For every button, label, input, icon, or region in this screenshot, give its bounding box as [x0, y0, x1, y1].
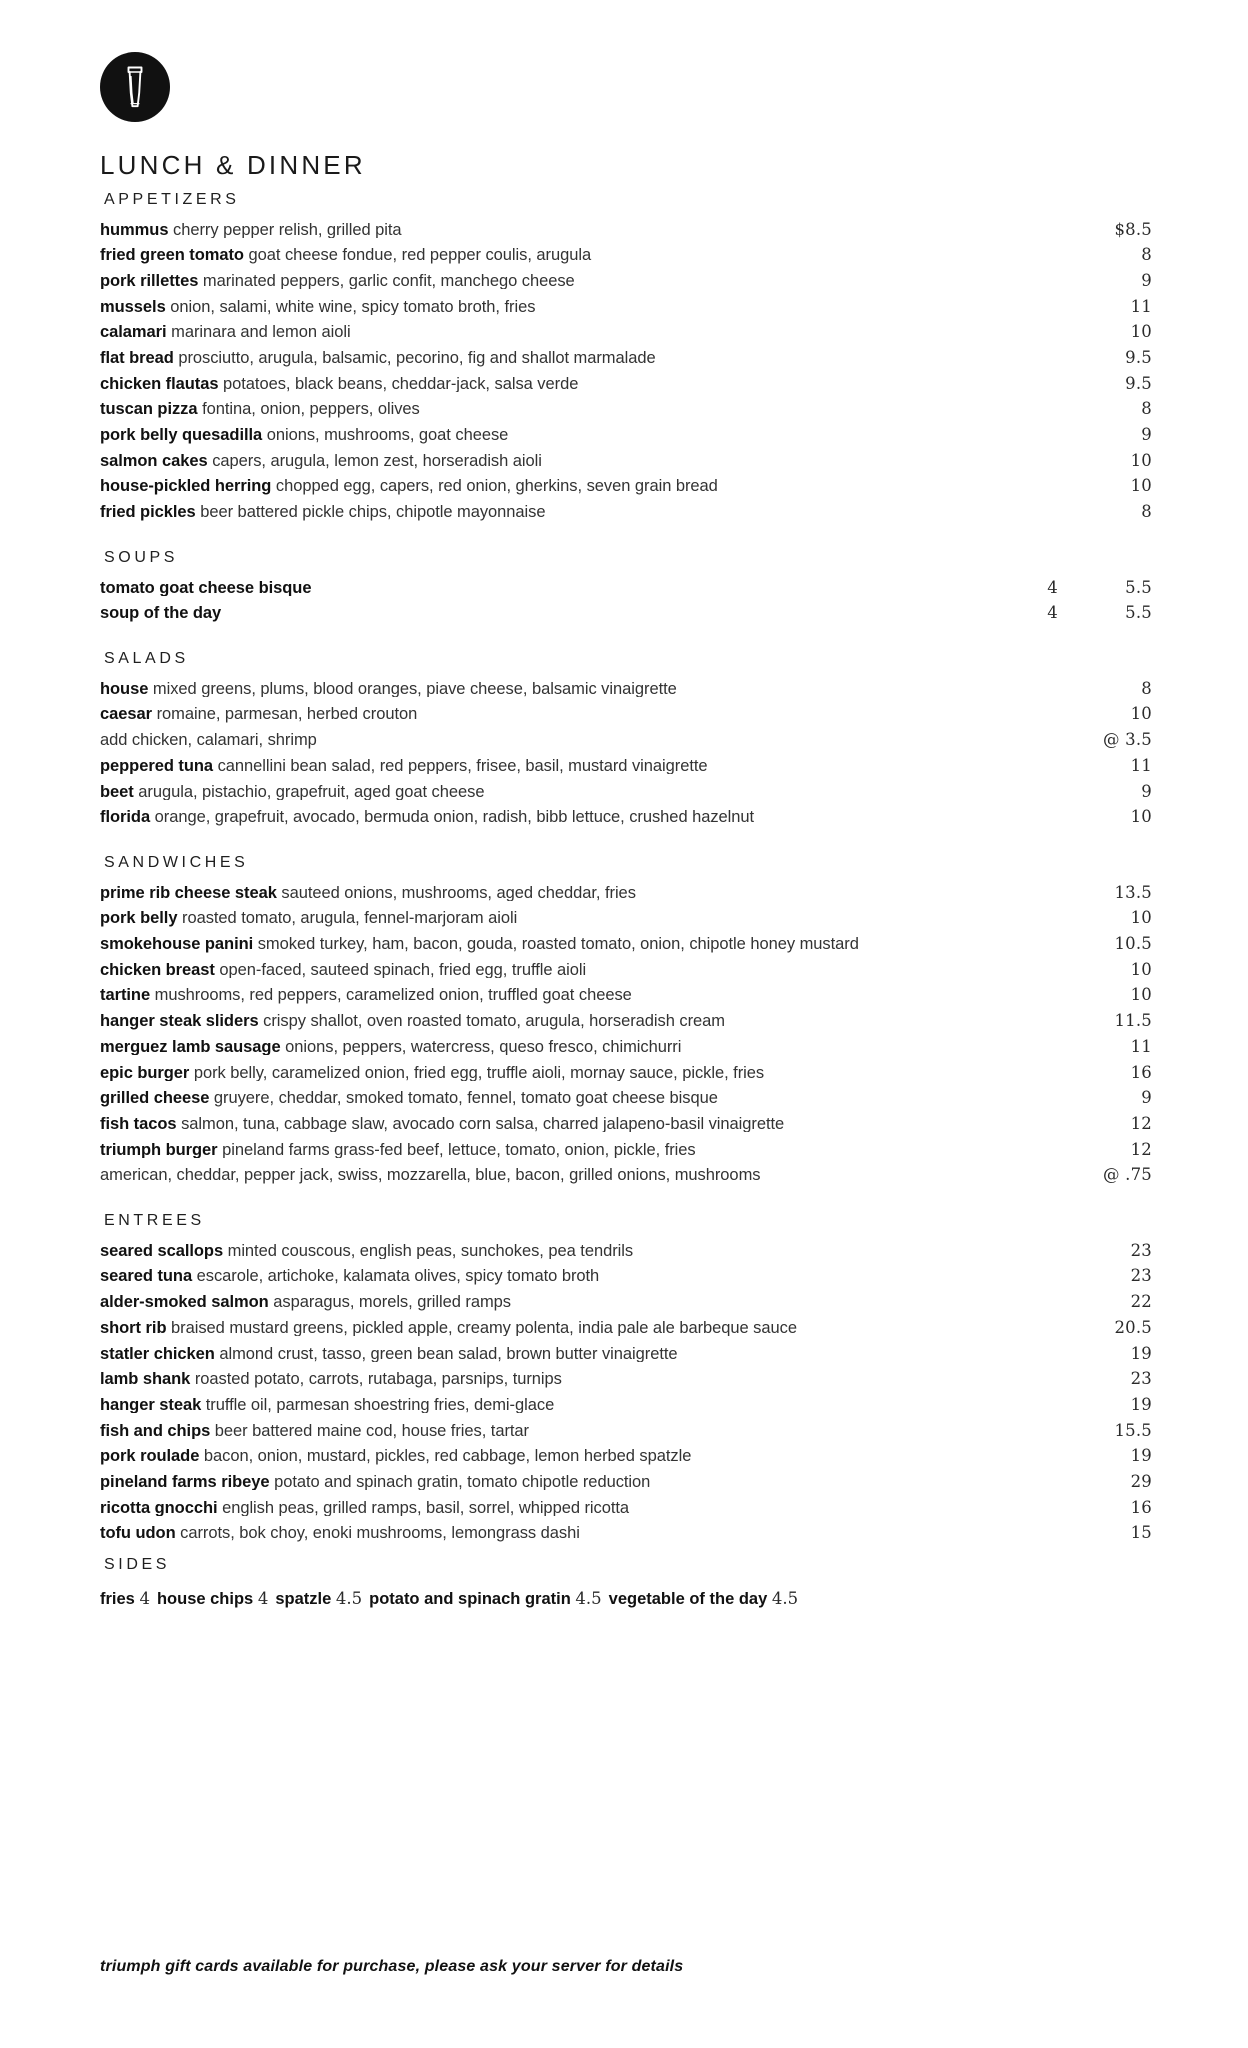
menu-item-price: @ 3.5 — [1103, 730, 1152, 750]
menu-item-row — [100, 1341, 1152, 1367]
menu-item-price-cup: 4 — [1047, 577, 1058, 597]
menu-item-price: 10 — [1130, 476, 1152, 496]
menu-item-price: 5.5 — [1125, 603, 1152, 623]
menu-item-text — [100, 453, 1058, 470]
section-sandwiches — [100, 844, 1152, 1188]
menu-item-text — [100, 478, 1058, 495]
menu-item-text — [100, 1371, 1058, 1388]
menu-item-text — [100, 324, 1058, 341]
menu-item-name: peppered tuna — [100, 757, 214, 775]
beer-glass-icon — [100, 52, 170, 122]
menu-item-price: 8 — [1141, 245, 1152, 265]
menu-item-description: add chicken, calamari, shrimp — [100, 732, 317, 749]
menu-item-description: prosciutto, arugula, balsamic, pecorino, fig and shallot marmalade — [178, 350, 656, 367]
menu-item-name: florida — [100, 809, 151, 826]
menu-item-text — [100, 580, 992, 597]
menu-item-price: 10 — [1130, 908, 1152, 928]
menu-item-price: 19 — [1130, 1343, 1152, 1363]
menu-item-description: romaine, parmesan, herbed crouton — [156, 706, 418, 723]
menu-item-text — [100, 273, 1058, 290]
side-item-name: potato and spinach gratin — [369, 1590, 571, 1609]
menu-item-text — [100, 1116, 1058, 1133]
menu-item-text — [100, 1039, 1058, 1056]
menu-item-price: 12 — [1130, 1113, 1152, 1133]
menu-item-price: 29 — [1130, 1471, 1152, 1491]
menu-item-text — [100, 401, 1058, 418]
menu-item-price: 10 — [1130, 450, 1152, 470]
menu-item-row — [100, 1367, 1152, 1393]
side-item-name: vegetable of the day — [608, 1590, 768, 1609]
menu-item-text — [100, 809, 1058, 826]
menu-item-row — [100, 1495, 1152, 1521]
menu-item-name: soup of the day — [100, 605, 222, 622]
menu-item-text — [100, 1065, 1058, 1082]
menu-item-description: mushrooms, red peppers, caramelized onion, truffled goat cheese — [154, 987, 632, 1004]
menu-item-price: 9 — [1141, 425, 1152, 445]
menu-item-row — [100, 1137, 1152, 1163]
menu-item-price: 9 — [1141, 270, 1152, 290]
menu-item-name: pineland farms ribeye — [100, 1473, 270, 1491]
menu-item-price: 23 — [1130, 1240, 1152, 1260]
menu-item-name: caesar — [100, 706, 153, 723]
section-appetizers — [100, 181, 1152, 525]
menu-item-row — [100, 906, 1152, 932]
menu-item-text — [100, 885, 1058, 902]
menu-item-text — [100, 504, 1058, 521]
menu-item-name: fish and chips — [100, 1422, 211, 1440]
menu-item-name: tartine — [100, 987, 151, 1004]
section-salads — [100, 640, 1152, 830]
menu-item-row — [100, 805, 1152, 831]
menu-item-row — [100, 1009, 1152, 1035]
menu-item-text — [100, 962, 1058, 979]
gift-card-note: triumph gift cards available for purchase, please ask your server for details — [100, 1958, 684, 1975]
menu-item-row — [100, 1315, 1152, 1341]
menu-item-name: tuscan pizza — [100, 401, 198, 418]
menu-item-name: calamari — [100, 324, 167, 341]
menu-item-text — [100, 1268, 1058, 1285]
menu-item-name: pork belly quesadilla — [100, 427, 263, 444]
menu-item-name: mussels — [100, 298, 166, 316]
menu-item-description: braised mustard greens, pickled apple, creamy polenta, india pale ale barbeque sauce — [171, 1319, 797, 1337]
menu-item-description: orange, grapefruit, avocado, bermuda onion, radish, bibb lettuce, crushed hazelnut — [154, 809, 755, 826]
menu-item-description: american, cheddar, pepper jack, swiss, mozzarella, blue, bacon, grilled onions, mushrooms — [100, 1167, 761, 1184]
menu-item-row — [100, 500, 1152, 526]
menu-item-name: triumph burger — [100, 1141, 218, 1159]
menu-item-description: gruyere, cheddar, smoked tomato, fennel, tomato goat cheese bisque — [213, 1090, 718, 1107]
menu-item-description: fontina, onion, peppers, olives — [202, 401, 420, 418]
menu-item-price: 11 — [1130, 296, 1152, 316]
menu-item-text — [100, 1013, 1058, 1030]
menu-item-price: 10 — [1130, 704, 1152, 724]
menu-item-name: tomato goat cheese bisque — [100, 579, 312, 597]
menu-item-row — [100, 448, 1152, 474]
menu-item-text — [100, 1090, 1058, 1107]
menu-item-price: 15.5 — [1114, 1420, 1152, 1440]
menu-item-text — [100, 1142, 1058, 1159]
menu-item-name: pork belly — [100, 910, 178, 927]
menu-item-name: fried pickles — [100, 504, 196, 521]
menu-item-description: roasted potato, carrots, rutabaga, parsnips, turnips — [194, 1371, 562, 1388]
menu-item-price: 11 — [1130, 755, 1152, 775]
menu-item-price: 16 — [1130, 1062, 1152, 1082]
menu-item-row — [100, 1034, 1152, 1060]
menu-item-description: beer battered pickle chips, chipotle mayonnaise — [200, 504, 546, 521]
menu-item-price: 8 — [1141, 502, 1152, 522]
menu-item-name: chicken breast — [100, 961, 215, 979]
menu-item-text — [100, 605, 992, 622]
menu-item-price: 10 — [1130, 322, 1152, 342]
menu-item-row — [100, 1264, 1152, 1290]
menu-item-text — [100, 350, 1058, 367]
menu-item-row — [100, 1163, 1152, 1189]
menu-item-price: 10 — [1130, 959, 1152, 979]
side-item-price: 4 — [139, 1589, 150, 1609]
menu-item-name: beet — [100, 783, 134, 801]
menu-item-row — [100, 753, 1152, 779]
menu-item-description: pineland farms grass-fed beef, lettuce, tomato, onion, pickle, fries — [222, 1141, 696, 1159]
side-item-name: spatzle — [275, 1590, 332, 1609]
menu-item-name: fried green tomato — [100, 247, 244, 264]
menu-item-name: grilled cheese — [100, 1090, 210, 1107]
menu-item-price: 23 — [1130, 1266, 1152, 1286]
menu-item-name: ricotta gnocchi — [100, 1499, 218, 1517]
menu-item-name: tofu udon — [100, 1525, 176, 1542]
menu-item-description: mixed greens, plums, blood oranges, piave cheese, balsamic vinaigrette — [152, 680, 677, 698]
menu-item-price: 9 — [1141, 781, 1152, 801]
menu-item-price: 19 — [1130, 1446, 1152, 1466]
menu-item-name: pork rillettes — [100, 272, 199, 290]
menu-item-description: almond crust, tasso, green bean salad, brown butter vinaigrette — [219, 1345, 678, 1363]
menu-item-text — [100, 936, 1058, 953]
menu-item-row — [100, 1060, 1152, 1086]
menu-item-description: crispy shallot, oven roasted tomato, arugula, horseradish cream — [263, 1013, 725, 1030]
menu-item-name: hummus — [100, 221, 169, 239]
menu-item-text — [100, 376, 1058, 393]
menu-item-price: 20.5 — [1114, 1317, 1152, 1337]
menu-item-row — [100, 422, 1152, 448]
menu-item-text — [100, 1320, 1058, 1337]
side-item-price: 4.5 — [335, 1589, 363, 1609]
section-heading-appetizers: APPETIZERS — [104, 191, 240, 209]
menu-item-text — [100, 706, 1058, 723]
menu-item-text — [100, 681, 1058, 698]
menu-item-row — [100, 1444, 1152, 1470]
menu-item-price: 10 — [1130, 985, 1152, 1005]
menu-item-description: sauteed onions, mushrooms, aged cheddar, fries — [281, 884, 636, 902]
menu-item-row — [100, 957, 1152, 983]
menu-item-price: 13.5 — [1114, 882, 1152, 902]
menu-item-row — [100, 880, 1152, 906]
menu-item-text — [100, 1423, 1058, 1440]
menu-item-name: smokehouse panini — [100, 936, 254, 953]
menu-item-text — [100, 1397, 1058, 1414]
menu-item-price: 19 — [1130, 1394, 1152, 1414]
menu-item-description: cannellini bean salad, red peppers, frisee, basil, mustard vinaigrette — [217, 757, 708, 775]
menu-item-price: 11.5 — [1114, 1011, 1152, 1031]
menu-item-text — [100, 758, 1058, 775]
menu-item-text — [100, 1474, 1058, 1491]
menu-item-name: pork roulade — [100, 1448, 200, 1465]
section-heading-soups: SOUPS — [104, 549, 179, 567]
menu-item-name: salmon cakes — [100, 452, 208, 470]
menu-item-description: chopped egg, capers, red onion, gherkins, seven grain bread — [275, 478, 718, 495]
menu-item-text — [100, 732, 1058, 749]
section-soups — [100, 539, 1152, 626]
menu-item-description: roasted tomato, arugula, fennel-marjoram aioli — [182, 910, 518, 927]
menu-item-row — [100, 1238, 1152, 1264]
menu-item-price: 8 — [1141, 678, 1152, 698]
section-heading-salads: SALADS — [104, 650, 189, 668]
menu-item-row — [100, 1111, 1152, 1137]
menu-item-price: 10.5 — [1114, 934, 1152, 954]
menu-item-description: onions, peppers, watercress, queso fresco, chimichurri — [285, 1038, 682, 1056]
menu-item-description: minted couscous, english peas, sunchokes, pea tendrils — [227, 1242, 634, 1260]
menu-item-text — [100, 1500, 1058, 1517]
menu-item-name: hanger steak sliders — [100, 1013, 259, 1030]
menu-item-row — [100, 676, 1152, 702]
menu-item-row — [100, 397, 1152, 423]
menu-item-row — [100, 1086, 1152, 1112]
menu-item-text — [100, 247, 1058, 264]
side-item-price: 4.5 — [771, 1589, 799, 1609]
section-heading-sandwiches: SANDWICHES — [104, 854, 249, 872]
menu-item-name: prime rib cheese steak — [100, 884, 277, 902]
menu-item-description: onion, salami, white wine, spicy tomato broth, fries — [170, 298, 536, 316]
menu-item-text — [100, 222, 1058, 239]
menu-item-description: carrots, bok choy, enoki mushrooms, lemongrass dashi — [180, 1525, 580, 1542]
menu-item-description: marinara and lemon aioli — [171, 324, 351, 341]
menu-item-text — [100, 299, 1058, 316]
menu-item-description: capers, arugula, lemon zest, horseradish aioli — [212, 452, 542, 470]
menu-item-row — [100, 728, 1152, 754]
section-sides — [100, 1546, 1152, 1610]
side-item-price: 4 — [257, 1589, 269, 1609]
menu-item-name: flat bread — [100, 350, 174, 367]
menu-item-price: 15 — [1130, 1523, 1152, 1543]
menu-item-name: short rib — [100, 1319, 167, 1337]
menu-item-row — [100, 983, 1152, 1009]
menu-item-price: 9.5 — [1125, 348, 1152, 368]
menu-item-row — [100, 932, 1152, 958]
menu-item-description: escarole, artichoke, kalamata olives, spicy tomato broth — [196, 1268, 600, 1285]
menu-item-price: 23 — [1130, 1369, 1152, 1389]
section-heading-sides: SIDES — [104, 1556, 171, 1574]
menu-item-text — [100, 1525, 1058, 1542]
menu-item-text — [100, 1294, 1058, 1311]
menu-item-price: 10 — [1130, 807, 1152, 827]
menu-item-text — [100, 1243, 1058, 1260]
menu-item-text — [100, 1167, 1058, 1184]
menu-item-row — [100, 268, 1152, 294]
menu-item-text — [100, 427, 1058, 444]
menu-item-price: 22 — [1130, 1292, 1152, 1312]
menu-item-row — [100, 575, 1152, 601]
menu-item-row — [100, 243, 1152, 269]
menu-item-description: arugula, pistachio, grapefruit, aged goat cheese — [138, 783, 485, 801]
menu-item-name: epic burger — [100, 1064, 190, 1082]
menu-item-name: alder-smoked salmon — [100, 1294, 269, 1311]
menu-item-row — [100, 217, 1152, 243]
menu-item-name: seared scallops — [100, 1242, 224, 1260]
menu-item-text — [100, 910, 1058, 927]
menu-item-row — [100, 345, 1152, 371]
menu-item-text — [100, 1448, 1058, 1465]
menu-item-price: $8.5 — [1114, 219, 1152, 239]
menu-item-name: lamb shank — [100, 1371, 191, 1388]
menu-item-text — [100, 784, 1058, 801]
menu-item-name: seared tuna — [100, 1268, 193, 1285]
menu-item-name: merguez lamb sausage — [100, 1038, 281, 1056]
menu-item-description: smoked turkey, ham, bacon, gouda, roasted tomato, onion, chipotle honey mustard — [257, 936, 859, 953]
menu-item-price: 11 — [1130, 1036, 1152, 1056]
menu-item-description: cherry pepper relish, grilled pita — [173, 221, 402, 239]
menu-item-name: house-pickled herring — [100, 478, 272, 495]
menu-item-description: open-faced, sauteed spinach, fried egg, truffle aioli — [219, 961, 587, 979]
section-heading-entrees: ENTREES — [104, 1212, 205, 1230]
menu-item-description: beer battered maine cod, house fries, tartar — [214, 1422, 530, 1440]
menu-item-row — [100, 1392, 1152, 1418]
menu-item-price: 5.5 — [1125, 577, 1152, 597]
menu-item-name: statler chicken — [100, 1345, 215, 1363]
menu-item-row — [100, 1290, 1152, 1316]
menu-item-price-cup: 4 — [1047, 603, 1058, 623]
menu-item-description: bacon, onion, mustard, pickles, red cabbage, lemon herbed spatzle — [203, 1448, 692, 1465]
sides-list — [100, 1582, 1152, 1610]
menu-item-name: chicken flautas — [100, 375, 219, 393]
menu-item-description: asparagus, morels, grilled ramps — [273, 1294, 511, 1311]
menu-item-price: 12 — [1130, 1139, 1152, 1159]
menu-item-price: 9 — [1141, 1088, 1152, 1108]
menu-item-price: 9.5 — [1125, 373, 1152, 393]
logo-container — [100, 0, 1152, 122]
section-entrees — [100, 1202, 1152, 1546]
menu-item-description: truffle oil, parmesan shoestring fries, demi-glace — [205, 1396, 555, 1414]
menu-item-description: marinated peppers, garlic confit, manchego cheese — [202, 272, 575, 290]
menu-sections — [100, 181, 1152, 1546]
menu-item-description: potatoes, black beans, cheddar-jack, salsa verde — [223, 375, 579, 393]
menu-item-description: onions, mushrooms, goat cheese — [266, 427, 509, 444]
menu-item-description: potato and spinach gratin, tomato chipotle reduction — [274, 1473, 651, 1491]
menu-item-name: house — [100, 680, 149, 698]
side-item-name: house chips — [156, 1590, 254, 1609]
menu-item-price: @ .75 — [1103, 1165, 1152, 1185]
menu-item-price: 8 — [1141, 399, 1152, 419]
menu-item-description: salmon, tuna, cabbage slaw, avocado corn salsa, charred jalapeno-basil vinaigrette — [181, 1115, 785, 1133]
menu-item-row — [100, 601, 1152, 627]
menu-item-row — [100, 294, 1152, 320]
menu-item-row — [100, 474, 1152, 500]
menu-item-text — [100, 1346, 1058, 1363]
menu-item-row — [100, 320, 1152, 346]
menu-item-row — [100, 1418, 1152, 1444]
menu-item-description: pork belly, caramelized onion, fried egg, truffle aioli, mornay sauce, pickle, fries — [193, 1064, 765, 1082]
menu-item-row — [100, 779, 1152, 805]
side-item-price: 4.5 — [575, 1589, 602, 1609]
side-item-name: fries — [100, 1590, 135, 1609]
menu-item-description: goat cheese fondue, red pepper coulis, arugula — [248, 247, 592, 264]
menu-item-name: fish tacos — [100, 1115, 177, 1133]
menu-item-row — [100, 1469, 1152, 1495]
menu-item-row — [100, 371, 1152, 397]
menu-item-row — [100, 702, 1152, 728]
menu-item-price: 16 — [1130, 1497, 1152, 1517]
menu-item-description: english peas, grilled ramps, basil, sorrel, whipped ricotta — [222, 1499, 630, 1517]
page-title: LUNCH & DINNER — [100, 150, 366, 180]
menu-item-row — [100, 1521, 1152, 1547]
menu-item-name: hanger steak — [100, 1396, 202, 1414]
menu-item-text — [100, 987, 1058, 1004]
